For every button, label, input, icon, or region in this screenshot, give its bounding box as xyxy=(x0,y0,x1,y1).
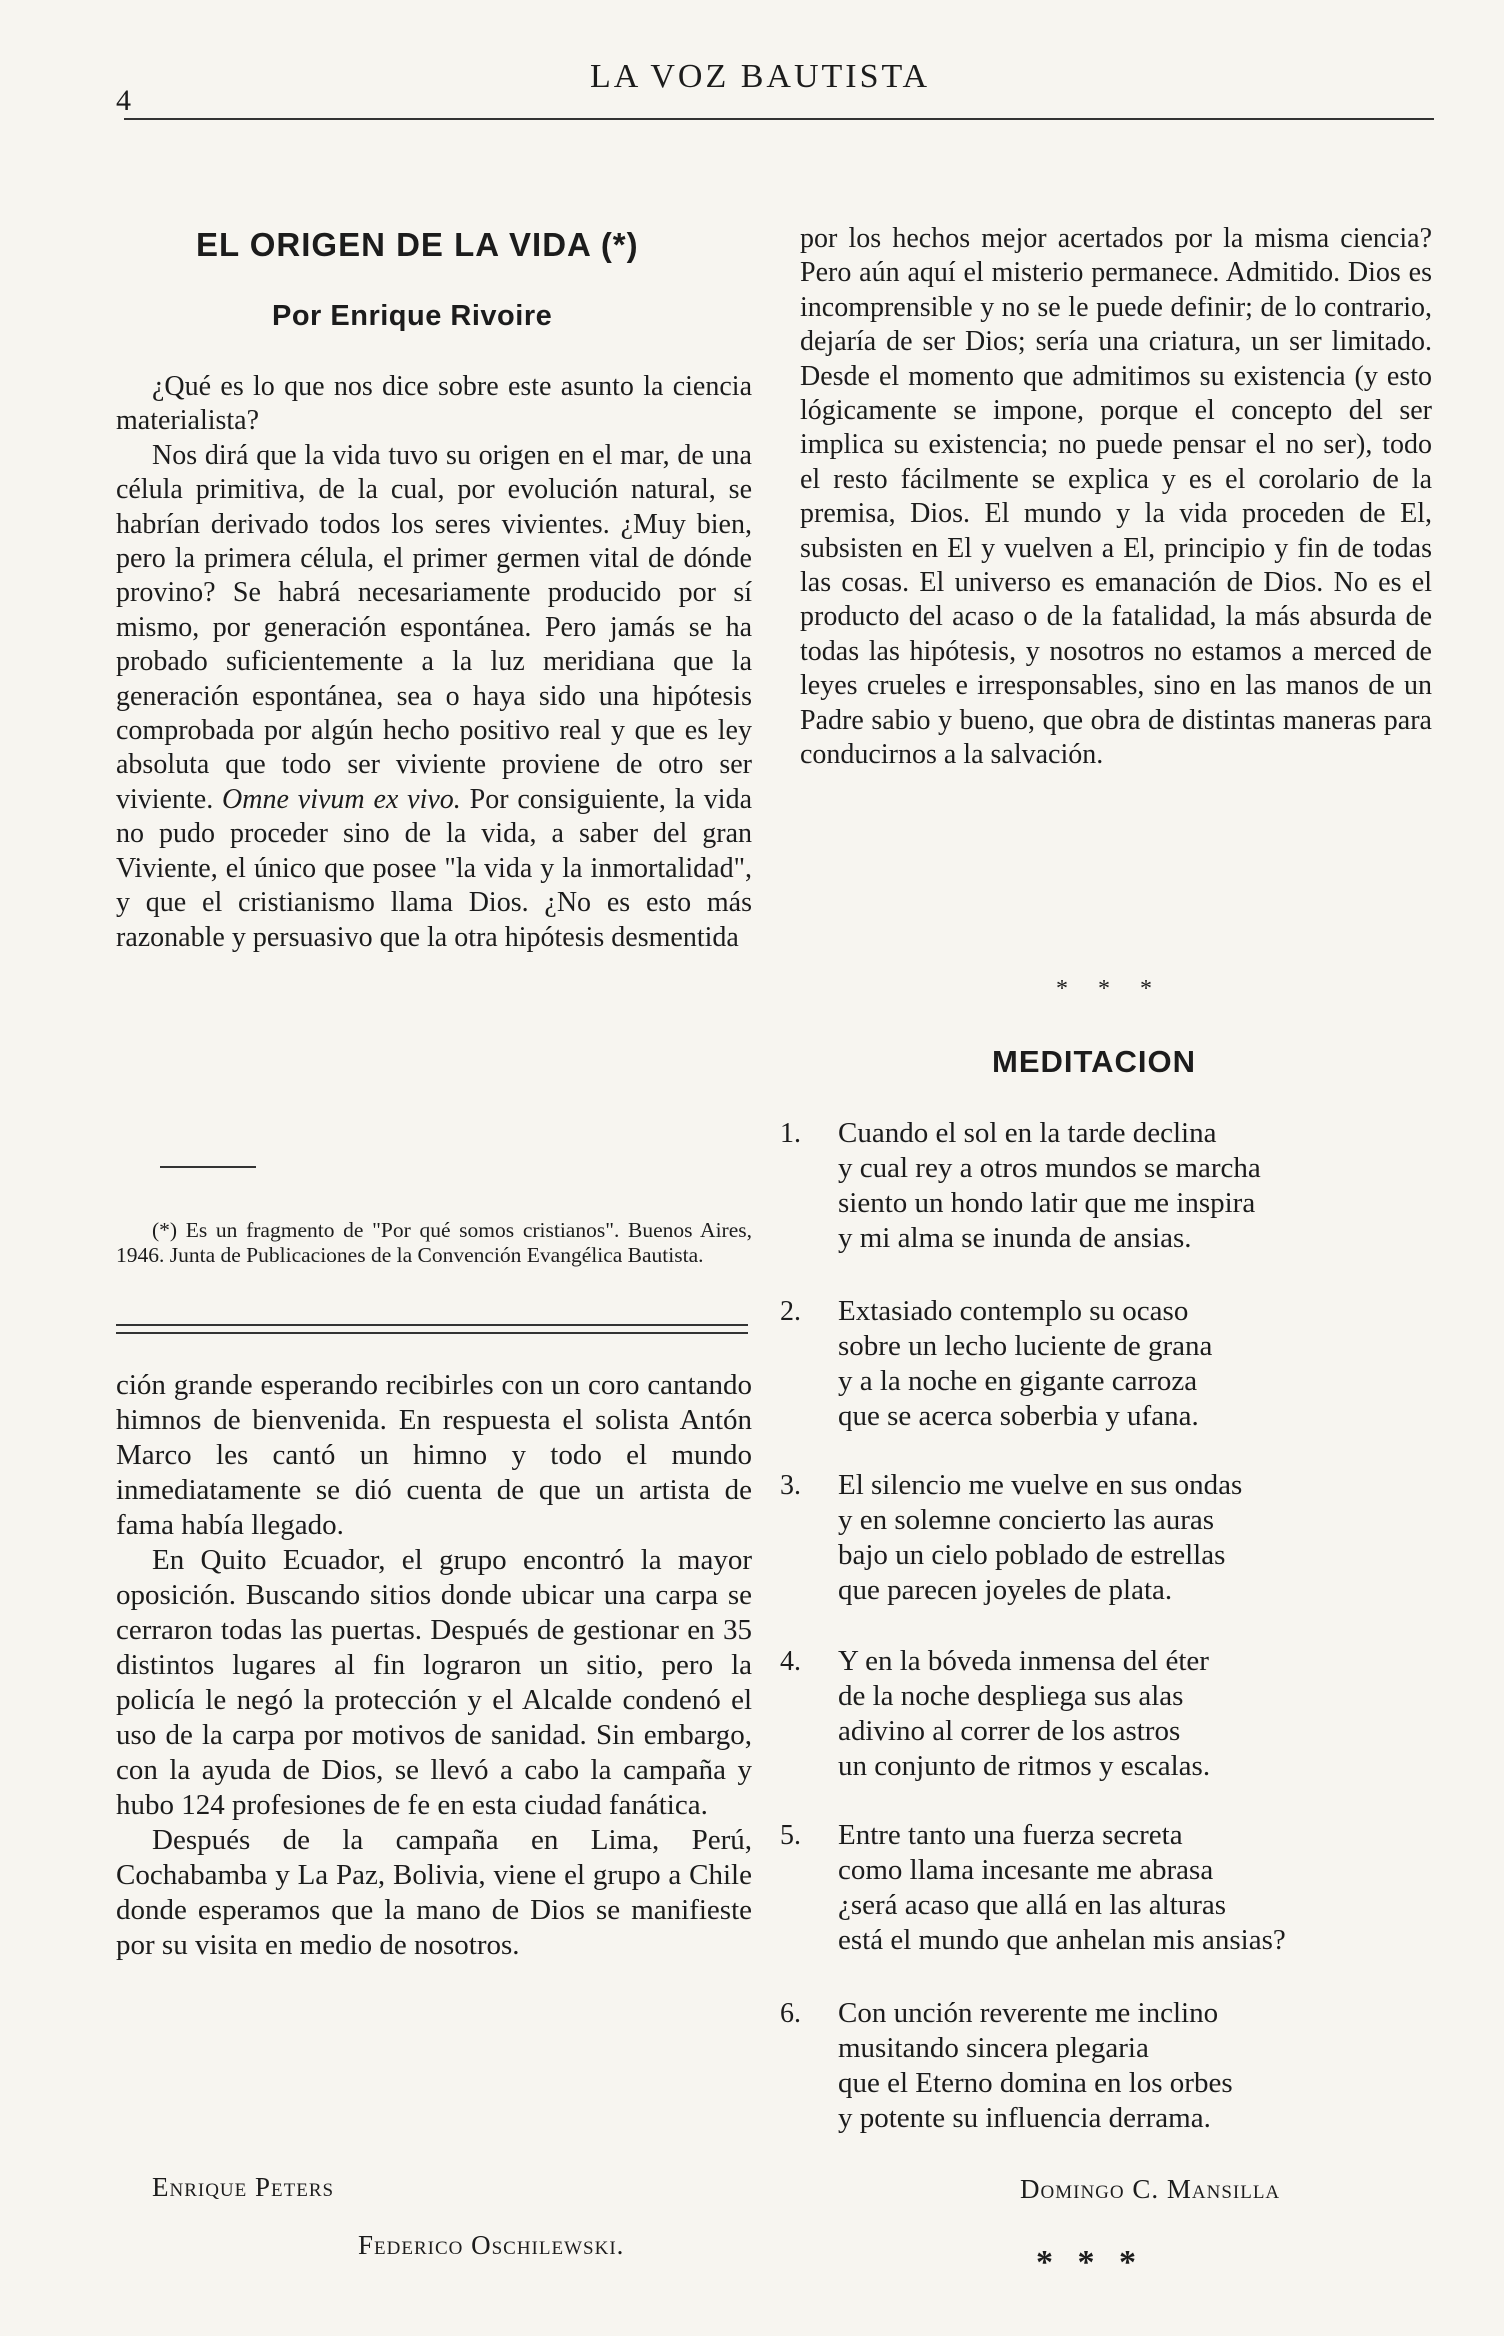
poem-line: está el mundo que anhelan mis ansias? xyxy=(838,1924,1286,1956)
article-paragraph-text: Por consiguiente, la vida no pudo proceder sino de la vida, a saber del gran Viviente, el único que posee "la vida y la inmortalidad", y que el cristianismo llama Dios. ¿No es esto más razonable y persuasivo que la otra hipótesis desmentida xyxy=(116,783,752,953)
poem-line: y en solemne concierto las auras xyxy=(838,1504,1215,1536)
article-title: EL ORIGEN DE LA VIDA (*) xyxy=(196,226,639,263)
stanza-number: 3. xyxy=(780,1470,801,1501)
poem-line: que el Eterno domina en los orbes xyxy=(838,2067,1233,2099)
poem-line: de la noche despliega sus alas xyxy=(838,1680,1184,1712)
poem-line: siento un hondo latir que me inspira xyxy=(838,1187,1256,1219)
article-right-column xyxy=(800,222,1432,773)
publication-title: LA VOZ BAUTISTA xyxy=(590,58,931,95)
page-number: 4 xyxy=(116,84,131,117)
poem-line: Cuando el sol en la tarde declina xyxy=(838,1117,1217,1149)
stanza-number: 2. xyxy=(780,1296,801,1327)
poem-line: Entre tanto una fuerza secreta xyxy=(838,1819,1183,1851)
stanza-number: 6. xyxy=(780,1998,801,2029)
poem-line: que se acerca soberbia y ufana. xyxy=(838,1400,1199,1432)
poem-line: como llama incesante me abrasa xyxy=(838,1854,1214,1886)
poem-line: sobre un lecho luciente de grana xyxy=(838,1330,1213,1362)
article2-paragraph: Después de la campaña en Lima, Perú, Cochabamba y La Paz, Bolivia, viene el grupo a Chile donde esperamos que la mano de Dios se manifieste por su visita en medio de nosotros. xyxy=(116,1824,752,1961)
article-byline: Por Enrique Rivoire xyxy=(272,300,553,332)
signature-enrique-peters: Enrique Peters xyxy=(152,2172,335,2202)
section-divider xyxy=(116,1324,748,1326)
poem-line: y a la noche en gigante carroza xyxy=(838,1365,1198,1397)
article2-paragraph: ción grande esperando recibirles con un coro cantando himnos de bienvenida. En respuesta el solista Antón Marco les cantó un himno y todo el mundo inmediatamente se dió cuenta de que un artista de fama había llegado. xyxy=(116,1369,752,1541)
stanza-number: 1. xyxy=(780,1118,801,1149)
poem-line: Con unción reverente me inclino xyxy=(838,1997,1219,2029)
poem-line: un conjunto de ritmos y escalas. xyxy=(838,1750,1211,1782)
stanza-number: 5. xyxy=(780,1820,801,1851)
footnote: (*) Es un fragmento de "Por qué somos cristianos". Buenos Aires, 1946. Junta de Publicaciones de la Convención Evangélica Bautista. xyxy=(116,1218,752,1267)
poem-title: MEDITACION xyxy=(992,1044,1197,1079)
separator-asterisks-bottom: * * * xyxy=(1036,2244,1136,2281)
poem-line: ¿será acaso que allá en las alturas xyxy=(838,1889,1227,1921)
article-paragraph-text: Nos dirá que la vida tuvo su origen en el mar, de una célula primitiva, de la cual, por evolución natural, se habrían derivado todos los seres vivientes. ¿Muy bien, pero la primera célula, el primer germen vital de dónde provino? Se habrá necesariamente producido por sí mismo, por generación espontánea. Pero jamás se ha probado suficientemente a la luz meridiana que la generación espontánea, sea o haya sido una hipótesis comprobada por algún hecho positivo real y que es ley absoluta que todo ser viviente proviene de otro ser viviente. xyxy=(116,439,752,815)
article-left-column xyxy=(116,370,752,955)
poem-line: adivino al correr de los astros xyxy=(838,1715,1181,1747)
poem-line: bajo un cielo poblado de estrellas xyxy=(838,1539,1226,1571)
article-paragraph: ¿Qué es lo que nos dice sobre este asunto la ciencia materialista? xyxy=(116,371,752,437)
poem-line: Extasiado contemplo su ocaso xyxy=(838,1295,1189,1327)
footnote-rule xyxy=(160,1166,256,1168)
stanza-number: 4. xyxy=(780,1646,801,1677)
poem-line: Y en la bóveda inmensa del éter xyxy=(838,1645,1209,1677)
poem-line: y mi alma se inunda de ansias. xyxy=(838,1222,1192,1254)
poem-line: y potente su influencia derrama. xyxy=(838,2102,1211,2134)
article-paragraph xyxy=(116,439,752,955)
header-rule xyxy=(124,118,1434,120)
poem-line: que parecen joyeles de plata. xyxy=(838,1574,1173,1606)
article2-paragraph: En Quito Ecuador, el grupo encontró la mayor oposición. Buscando sitios donde ubicar una carpa se cerraron todas las puertas. Después de gestionar en 35 distintos lugares al fin lograron un sitio, pero la policía le negó la protección y el Alcalde condenó el uso de la carpa por motivos de sanidad. Sin embargo, con la ayuda de Dios, se llevó a cabo la campaña y hubo 124 profesiones de fe en esta ciudad fanática. xyxy=(116,1544,752,1821)
latin-phrase: Omne vivum ex vivo. xyxy=(222,783,461,815)
poem-author: Domingo C. Mansilla xyxy=(1020,2174,1281,2204)
poem-line: El silencio me vuelve en sus ondas xyxy=(838,1469,1243,1501)
section-divider xyxy=(116,1332,748,1334)
article-paragraph: por los hechos mejor acertados por la misma ciencia? Pero aún aquí el misterio permanece. Admitido. Dios es incomprensible y no se le puede definir; de lo contrario, dejaría de ser Dios; sería una criatura, un ser limitado. Desde el momento que admitimos su existencia (y esto lógicamente se impone, porque el concepto del ser implica su existencia; no puede pensar el no ser), todo el resto fácilmente se explica y es el corolario de la premisa, Dios. El mundo y la vida proceden de El, subsisten en El y vuelven a El, principio y fin de todas las cosas. El universo es emanación de Dios. No es el producto del acaso o de la fatalidad, la más absurda de todas las hipótesis, y nosotros no estamos a merced de leyes crueles e irresponsables, sino en las manos de un Padre sabio y bueno, que obra de distintas maneras para conducirnos a la salvación. xyxy=(800,223,1432,771)
signature-federico-oschilewski: Federico Oschilewski. xyxy=(358,2230,625,2260)
article2-column xyxy=(116,1368,752,1963)
poem-line: musitando sincera plegaria xyxy=(838,2032,1149,2064)
separator-asterisks: * * * xyxy=(1056,976,1152,1002)
poem-line: y cual rey a otros mundos se marcha xyxy=(838,1152,1261,1184)
